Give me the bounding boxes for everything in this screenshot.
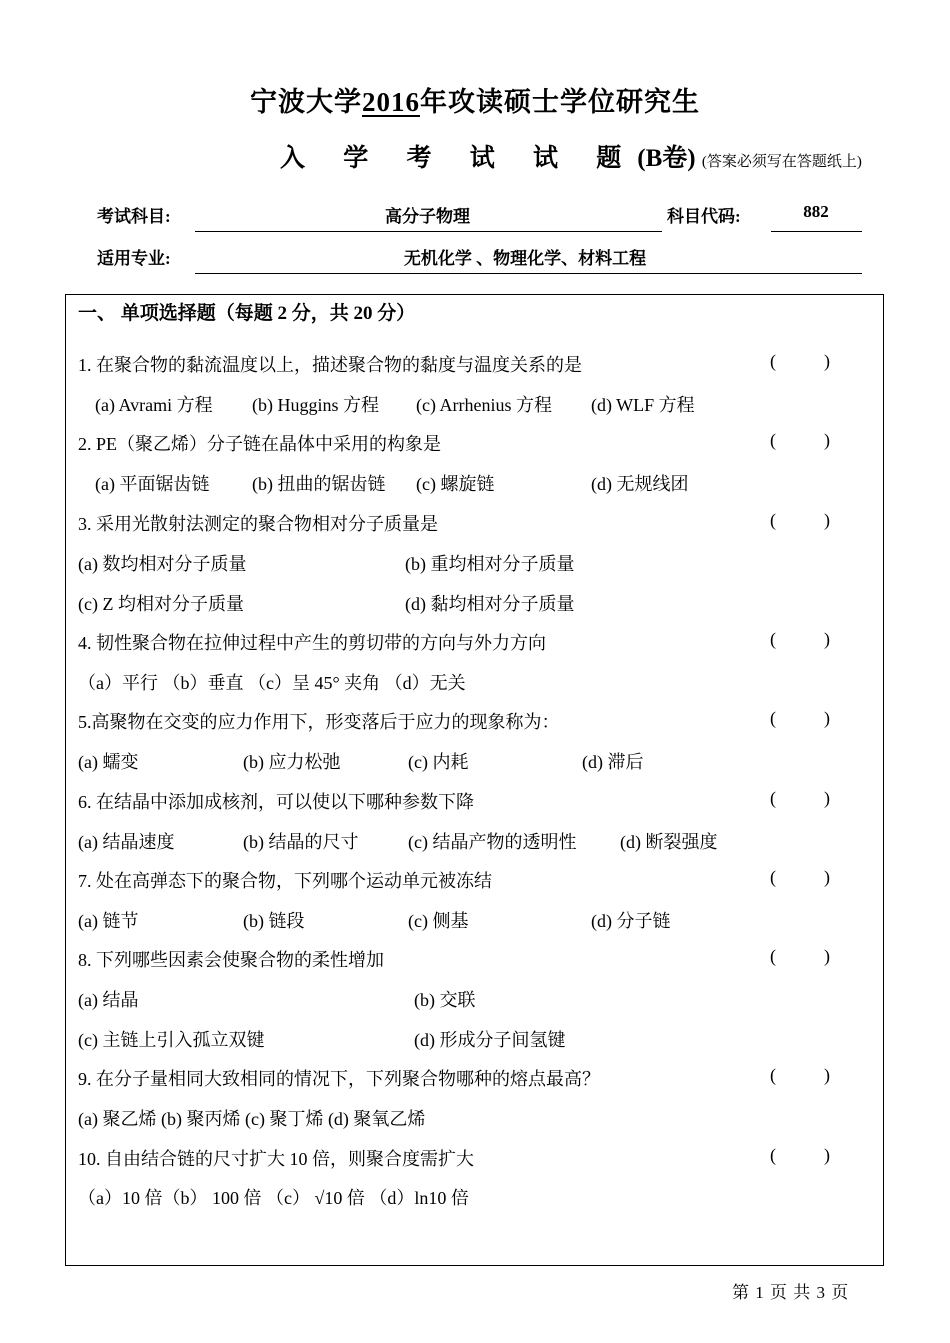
answer-blank-8: ( ) [770, 946, 830, 966]
option-2c: (c) 螺旋链 [416, 474, 495, 494]
exam-note: (答案必须写在答题纸上) [701, 154, 862, 170]
option-1c: (c) Arrhenius 方程 [416, 395, 552, 415]
option-3d: (d) 黏均相对分子质量 [405, 594, 575, 614]
option-6b: (b) 结晶的尺寸 [243, 832, 359, 852]
question-3: 3. 采用光散射法测定的聚合物相对分子质量是 [78, 514, 438, 534]
option-1d: (d) WLF 方程 [591, 395, 695, 415]
option-3a: (a) 数均相对分子质量 [78, 554, 247, 574]
option-7c: (c) 侧基 [408, 911, 469, 931]
option-3c: (c) Z 均相对分子质量 [78, 594, 244, 614]
answer-blank-6: ( ) [770, 788, 830, 808]
option-6d: (d) 断裂强度 [620, 832, 718, 852]
question-7: 7. 处在高弹态下的聚合物，下列哪个运动单元被冻结 [78, 871, 492, 891]
option-7d: (d) 分子链 [591, 911, 671, 931]
subject-underline [195, 231, 662, 232]
option-7a: (a) 链节 [78, 911, 139, 931]
exam-subtitle: 入 学 考 试 试 题(B卷) (答案必须写在答题纸上) [280, 145, 862, 172]
option-2a: (a) 平面锯齿链 [95, 474, 210, 494]
question-6: 6. 在结晶中添加成核剂，可以使以下哪种参数下降 [78, 792, 474, 812]
option-4-all: （a）平行 （b）垂直 （c）呈 45° 夹角 （d）无关 [78, 673, 466, 693]
option-7b: (b) 链段 [243, 911, 305, 931]
exam-title: 宁波大学2016年攻读硕士学位研究生 [250, 87, 700, 117]
option-8c: (c) 主链上引入孤立双键 [78, 1030, 265, 1050]
exam-volume: (B卷) [637, 145, 696, 172]
answer-blank-4: ( ) [770, 629, 830, 649]
subject-label: 考试科目: [97, 207, 171, 226]
option-5a: (a) 蠕变 [78, 752, 139, 772]
question-4: 4. 韧性聚合物在拉伸过程中产生的剪切带的方向与外力方向 [78, 633, 546, 653]
answer-blank-10: ( ) [770, 1145, 830, 1165]
answer-blank-3: ( ) [770, 510, 830, 530]
option-5d: (d) 滞后 [582, 752, 644, 772]
question-5: 5.高聚物在交变的应力作用下，形变落后于应力的现象称为： [78, 712, 560, 732]
option-8d: (d) 形成分子间氢键 [414, 1030, 566, 1050]
answer-blank-2: ( ) [770, 430, 830, 450]
subject-value: 高分子物理 [385, 207, 470, 226]
major-underline [195, 273, 862, 274]
code-underline [771, 231, 862, 232]
page-number: 第 1 页 共 3 页 [732, 1283, 850, 1302]
question-10: 10. 自由结合链的尺寸扩大 10 倍，则聚合度需扩大 [78, 1149, 474, 1169]
option-1b: (b) Huggins 方程 [252, 395, 379, 415]
option-2d: (d) 无规线团 [591, 474, 689, 494]
option-6a: (a) 结晶速度 [78, 832, 175, 852]
code-label: 科目代码: [667, 207, 741, 226]
answer-blank-9: ( ) [770, 1065, 830, 1085]
exam-year: 2016 [362, 87, 420, 117]
option-5b: (b) 应力松弛 [243, 752, 341, 772]
major-label: 适用专业: [97, 249, 171, 268]
question-1: 1. 在聚合物的黏流温度以上，描述聚合物的黏度与温度关系的是 [78, 355, 582, 375]
option-6c: (c) 结晶产物的透明性 [408, 832, 577, 852]
question-9: 9. 在分子量相同大致相同的情况下，下列聚合物哪种的熔点最高？ [78, 1069, 600, 1089]
answer-blank-7: ( ) [770, 867, 830, 887]
option-5c: (c) 内耗 [408, 752, 469, 772]
option-3b: (b) 重均相对分子质量 [405, 554, 575, 574]
option-8a: (a) 结晶 [78, 990, 139, 1010]
option-2b: (b) 扭曲的锯齿链 [252, 474, 386, 494]
question-2: 2. PE（聚乙烯）分子链在晶体中采用的构象是 [78, 434, 442, 454]
answer-blank-5: ( ) [770, 708, 830, 728]
code-value: 882 [803, 202, 829, 221]
section-title: 一、 单项选择题（每题 2 分，共 20 分） [78, 303, 416, 324]
answer-blank-1: ( ) [770, 351, 830, 371]
option-10-all: （a）10 倍（b） 100 倍 （c） √10 倍 （d）ln10 倍 [78, 1188, 469, 1208]
option-9-all: (a) 聚乙烯 (b) 聚丙烯 (c) 聚丁烯 (d) 聚氧乙烯 [78, 1109, 426, 1129]
option-1a: (a) Avrami 方程 [95, 395, 213, 415]
option-8b: (b) 交联 [414, 990, 476, 1010]
question-8: 8. 下列哪些因素会使聚合物的柔性增加 [78, 950, 384, 970]
major-value: 无机化学 、物理化学、材料工程 [403, 249, 647, 268]
